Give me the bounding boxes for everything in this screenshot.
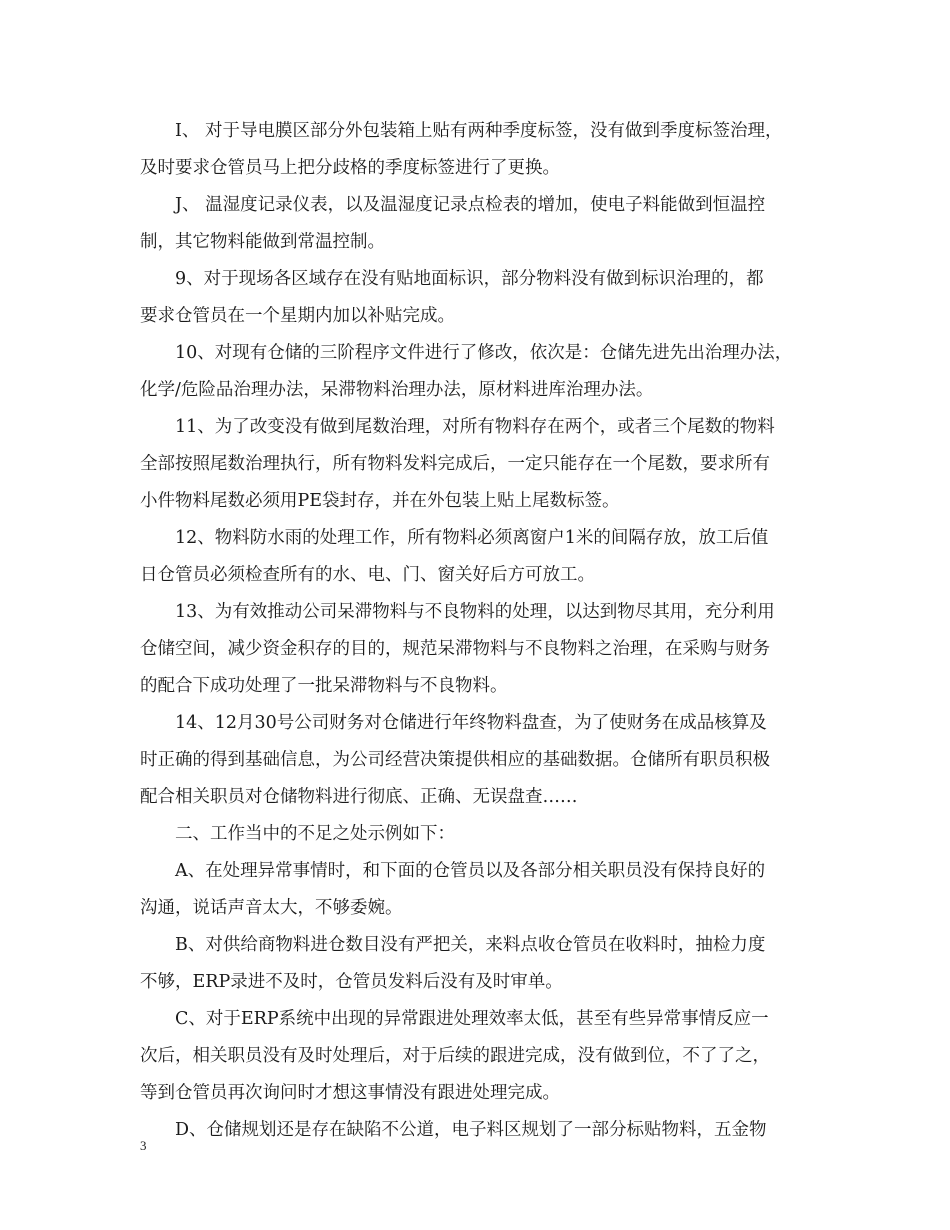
paragraph-line: 10、对现有仓储的三阶程序文件进行了修改，依次是：仓储先进先出治理办法，	[175, 343, 793, 363]
paragraph	[140, 187, 820, 261]
paragraph-line: 等到仓管员再次询问时才想这事情没有跟进处理完成。	[140, 1083, 560, 1103]
paragraph-line: 沟通，说话声音太大，不够委婉。	[140, 898, 403, 918]
paragraph-line: J、 温湿度记录仪表，以及温湿度记录点检表的增加，使电子料能做到恒温控	[175, 195, 766, 215]
paragraph-line: 12、物料防水雨的处理工作，所有物料必须离窗户1米的间隔存放，放工后值	[175, 528, 769, 548]
paragraph-line: 仓储空间，减少资金积存的目的，规范呆滞物料与不良物料之治理，在采购与财务	[140, 639, 770, 659]
paragraph-line: 小件物料尾数必须用PE袋封存，并在外包装上贴上尾数标签。	[140, 491, 620, 511]
paragraph-line: 全部按照尾数治理执行，所有物料发料完成后，一定只能存在一个尾数，要求所有	[140, 454, 770, 474]
paragraph-line: 次后，相关职员没有及时处理后，对于后续的跟进完成，没有做到位，不了了之，	[140, 1046, 770, 1066]
paragraph-line: 二、工作当中的不足之处示例如下：	[175, 824, 455, 844]
paragraph-line: 化学/危险品治理办法，呆滞物料治理办法，原材料进库治理办法。	[140, 380, 654, 400]
paragraph	[140, 261, 820, 335]
paragraph-line: 制，其它物料能做到常温控制。	[140, 232, 385, 252]
paragraph	[140, 335, 820, 409]
paragraph-line: 9、对于现场各区域存在没有贴地面标识，部分物料没有做到标识治理的，都	[175, 269, 764, 289]
paragraph	[140, 520, 820, 594]
paragraph-line: 11、为了改变没有做到尾数治理，对所有物料存在两个，或者三个尾数的物料	[175, 417, 775, 437]
paragraph-line: 时正确的得到基础信息，为公司经营决策提供相应的基础数据。仓储所有职员积极	[140, 750, 770, 770]
paragraph-line: 配合相关职员对仓储物料进行彻底、正确、无误盘查……	[140, 787, 578, 807]
paragraph-line: C、对于ERP系统中出现的异常跟进处理效率太低，甚至有些异常事情反应一	[175, 1009, 769, 1029]
paragraph	[140, 1001, 820, 1112]
paragraph-line: A、在处理异常事情时，和下面的仓管员以及各部分相关职员没有保持良好的	[175, 861, 766, 881]
paragraph	[140, 816, 820, 853]
paragraph	[140, 1112, 820, 1149]
paragraph-line: D、仓储规划还是存在缺陷不公道，电子料区规划了一部分标贴物料，五金物	[175, 1120, 767, 1140]
page-number: 3	[140, 1138, 147, 1153]
paragraph-line: 14、12月30号公司财务对仓储进行年终物料盘查，为了使财务在成品核算及	[175, 713, 767, 733]
paragraph	[140, 409, 820, 520]
paragraph-line: 要求仓管员在一个星期内加以补贴完成。	[140, 306, 455, 326]
document-body	[140, 113, 820, 1149]
paragraph-line: B、对供给商物料进仓数目没有严把关，来料点收仓管员在收料时，抽检力度	[175, 935, 766, 955]
paragraph-line: 不够，ERP录进不及时，仓管员发料后没有及时审单。	[140, 972, 563, 992]
paragraph	[140, 853, 820, 927]
paragraph	[140, 113, 820, 187]
paragraph	[140, 594, 820, 705]
paragraph-line: 日仓管员必须检查所有的水、电、门、窗关好后方可放工。	[140, 565, 595, 585]
paragraph-line: 13、为有效推动公司呆滞物料与不良物料的处理，以达到物尽其用，充分利用	[175, 602, 775, 622]
paragraph-line: 的配合下成功处理了一批呆滞物料与不良物料。	[140, 676, 508, 696]
paragraph	[140, 705, 820, 816]
paragraph-line: I、 对于导电膜区部分外包装箱上贴有两种季度标签，没有做到季度标签治理，	[175, 121, 783, 141]
paragraph-line: 及时要求仓管员马上把分歧格的季度标签进行了更换。	[140, 158, 560, 178]
paragraph	[140, 927, 820, 1001]
